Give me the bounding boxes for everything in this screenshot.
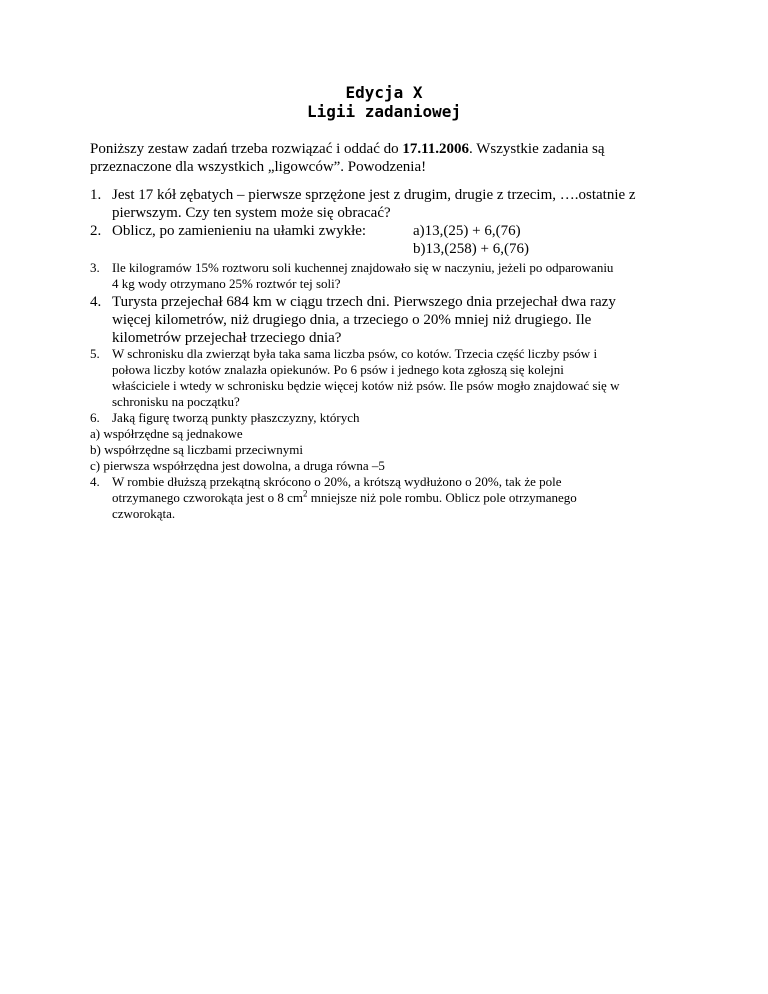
title-line-2: Ligii zadaniowej bbox=[306, 102, 462, 121]
task-number: 5. bbox=[90, 346, 100, 361]
task-number: 2. bbox=[90, 223, 102, 239]
task-rhombus: 4. W rombie dłuższą przekątną skrócono o 20%, a krótszą wydłużono o 20%, tak że pole otrzymanego czworokąta jest o 8 $cm^2$ mniejsze niż pole rombu. Oblicz pole otrzymanego czworokąta. bbox=[90, 474, 577, 521]
task-6-option-c: c) pierwsza współrzędna jest dowolna, a druga równa –5 bbox=[90, 458, 385, 473]
task-6-option-a: a) współrzędne są jednakowe bbox=[90, 426, 243, 441]
task-number: 4. bbox=[90, 294, 102, 310]
task-number: 1. bbox=[90, 187, 102, 203]
title-line-1: Edycja X bbox=[345, 83, 423, 102]
superscript-2: 2 bbox=[302, 488, 308, 499]
intro-paragraph bbox=[90, 140, 690, 176]
task-2-expression-b: b)13,(258) + 6,(76) bbox=[413, 241, 529, 257]
intro-line-1: Poniższy zestaw zadań trzeba rozwiązać i oddać do 17.11.2006. Wszystkie zadania są bbox=[90, 141, 605, 157]
deadline-date: 17.11.2006 bbox=[402, 141, 470, 157]
task-6-option-b: b) współrzędne są liczbami przeciwnymi bbox=[90, 442, 303, 457]
task-3: 3. Ile kilogramów 15% roztworu soli kuchennej znajdowało się w naczyniu, jeżeli po odparowaniu 4 kg wody otrzymano 25% roztwór tej soli? bbox=[90, 260, 614, 291]
task-2: 2. Oblicz, po zamienieniu na ułamki zwykłe: bbox=[90, 223, 367, 239]
task-4: 4. Turysta przejechał 684 km w ciągu trzech dni. Pierwszego dnia przejechał dwa razy więcej kilometrów, niż drugiego dnia, a trzeciego o 20% mniej niż drugiego. Ile kilometrów przejechał trzeciego dnia? bbox=[90, 294, 616, 346]
task-1: 1. Jest 17 kół zębatych – pierwsze sprzężone jest z drugim, drugie z trzecim, ….ostatnie z pierwszym. Czy ten system może się obracać? bbox=[90, 187, 636, 221]
task-number: 3. bbox=[90, 260, 100, 275]
task-2-expression-a: a)13,(25) + 6,(76) bbox=[413, 223, 521, 239]
task-5: 5. W schronisku dla zwierząt była taka sama liczba psów, co kotów. Trzecia część liczby psów i połowa liczby kotów znalazła opiekunów. Po 6 psów i jednego kota zgłoszą się kolejni właściciele i wtedy w schronisku będzie więcej kotów niż psów. Ile psów mogło znajdować się w schronisku na początku? bbox=[90, 346, 620, 409]
task-number: 4. bbox=[90, 474, 100, 489]
task-6: 6. Jaką figurę tworzą punkty płaszczyzny, których bbox=[90, 410, 360, 425]
intro-line-2: przeznaczone dla wszystkich „ligowców”. Powodzenia! bbox=[90, 159, 427, 175]
task-number: 6. bbox=[90, 410, 100, 425]
